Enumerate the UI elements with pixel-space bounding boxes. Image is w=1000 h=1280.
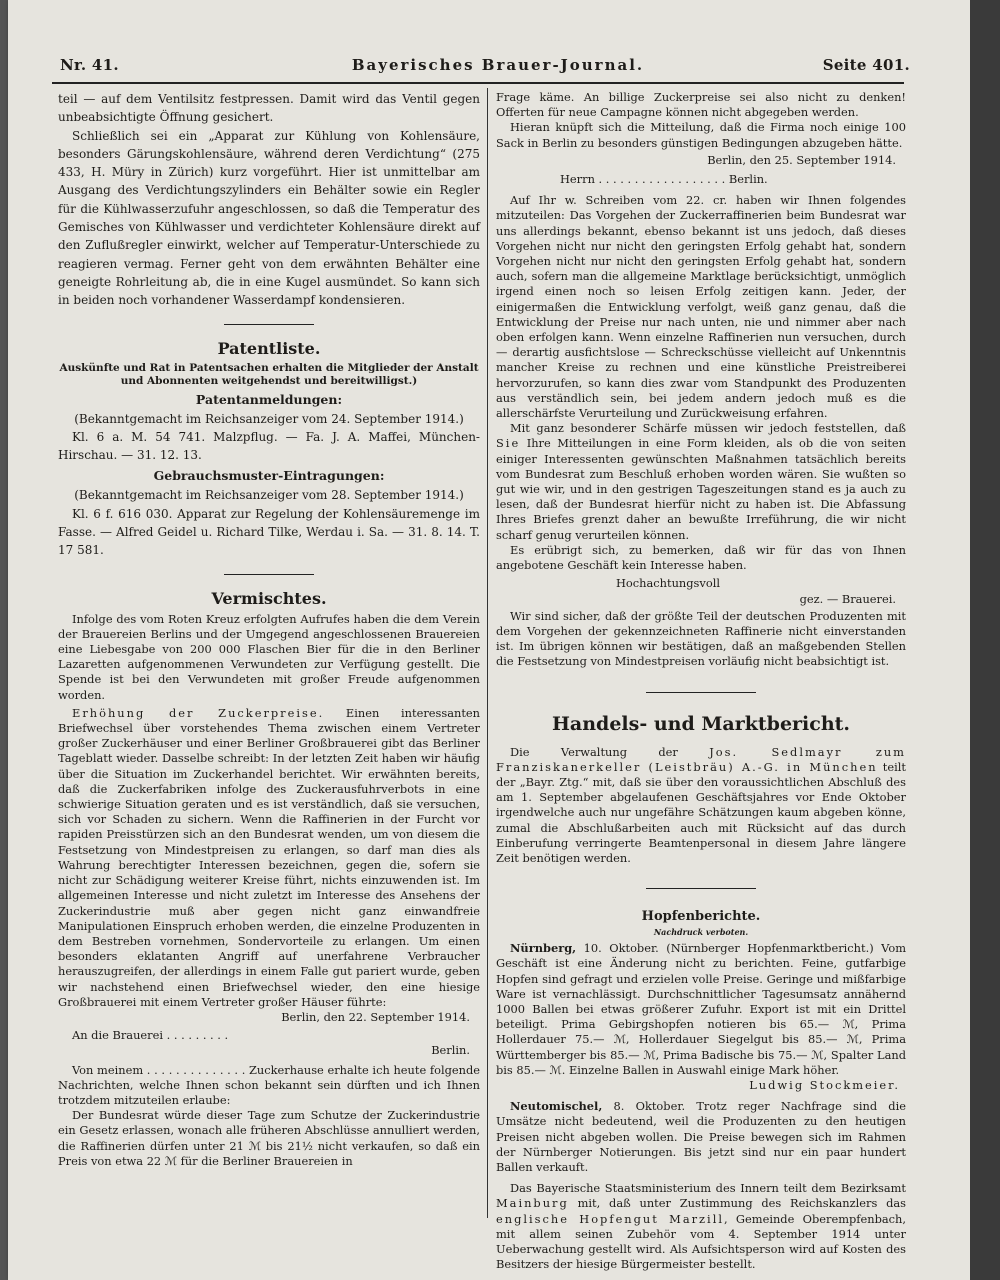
place-neutomischel: Neutomischel,: [510, 1099, 603, 1114]
gebrauchsmuster-heading: Gebrauchsmuster-Eintragungen:: [153, 468, 385, 484]
right-dateline: Berlin, den 25. September 1914.: [707, 152, 896, 167]
section-rule: [224, 574, 314, 575]
place-nuernberg: Nürnberg,: [510, 941, 577, 956]
zuckerpreise-text: Einen interessanten Briefwechsel über vorstehendes Thema zwischen einem Vertreter großer Zuckerhäuser und einer Berliner Großbrauerei gibt das Berliner Tageblatt wieder. Dasselbe schreibt: In der letzten Zeit haben wir häufig über die Situation im Zuckerhandel berichtet. Wir erwähnten bereits, daß die Zuckerfabriken infolge des Zuckerausfuhrverbots in eine schwierige Situation geraten und es ist verständlich, daß sie versuchen, sich vor Schaden zu sichern. Wenn die Raffinerien in der Furcht vor rapiden Preisstürzen sich an den Bundesrat wenden, um von diesem die Festsetzung von Mindestpreisen zu erlangen, so darf man dies als Wahrung berechtigter Interessen bezeichnen, gegen die, sofern sie nicht zur Schädigung weiterer Kreise führt, nichts einzuwenden ist. Im allgemeinen Interesse und nicht zuletzt im Interesse des Ansehens der Zuckerindustrie muß aber gegen nicht ganz einwandfreie Manipulationen Einspruch erhoben werden, die einzelne Produzenten in dem Bestreben vornehmen, Sondervorteile zu erlangen. Um einen besonders eklatanten Angriff auf unerfahrene Verbraucher herauszugreifen, der allerdings in einem Falle gut pariert wurde, geben wir nachstehend einen Briefwechsel wieder, den eine hiesige Großbrauerei mit einem Vertreter großer Häuser führte:: [58, 705, 480, 1009]
section-rule: [646, 692, 756, 693]
header-rule: [52, 82, 904, 84]
anmeldungen-heading: Patentanmeldungen:: [195, 391, 343, 407]
patent-subheading: Auskünfte und Rat in Patentsachen erhalten die Mitglieder der Anstalt und Abonnenten weitgehendst und bereitwilligst.): [59, 361, 479, 387]
right-column: [496, 90, 906, 1272]
right-paragraph-2: Hieran knüpft sich die Mitteilung, daß die Firma noch einige 100 Sack in Berlin zu besonders günstigen Bedingungen abzugeben hätte.: [496, 120, 906, 150]
patent-heading: Patentliste.: [217, 338, 321, 358]
p4-text-a: Mit ganz besonderer Schärfe müssen wir jedoch feststellen, daß: [510, 421, 906, 436]
issue-number: Nr. 41.: [60, 56, 119, 74]
p4-text-b: Ihre Mitteilungen in eine Form kleiden, als ob die von seiten einiger Interessenten gewünschten Maßnahmen tatsächlich bereits vom Bundesrat zum Beschluß erhoben worden wären. Sie wußten so gut wie wir, und in den gestrigen Tageszeitungen stand es ja auch zu lesen, daß der Bundesrat hierfür nicht zu haben ist. Die Abfassung Ihres Briefes grenzt daher an bewußte Irreführung, die wir nicht scharf genug verurteilen können.: [496, 436, 906, 542]
marzill-emph-2: englische Hopfengut Marzill: [496, 1211, 724, 1226]
marzill-text-c: , Gemeinde Oberempfenbach, mit allem seinen Zubehör vom 4. September 1914 unter Ueberwachung gestellt wird. Als Aufsichtsperson wird auf Kosten des Besitzers der hiesige Bürgermeister bestellt.: [496, 1211, 906, 1272]
vermischtes-heading: Vermischtes.: [211, 588, 327, 608]
letter-body-1: Von meinem . . . . . . . . . . . . . . Zuckerhause erhalte ich heute folgende Nachrichten, welche Ihnen schon bekannt sein dürften und ich Ihnen trotzdem mitzuteilen erlaube:: [58, 1062, 480, 1107]
p4-emphasis: Sie: [496, 436, 521, 451]
handel-company: Jos. Sedlmayr zum Franziskanerkeller (Leistbräu) A.-G. in München: [496, 744, 906, 774]
column-divider: [487, 88, 488, 1218]
right-paragraph-6: Wir sind sicher, daß der größte Teil der deutschen Produzenten mit dem Vorgehen der gekennzeichneten Raffinerie nicht einverstanden ist. Im übrigen können wir bestätigen, daß an maßgebenden Stellen die Festsetzung von Mindestpreisen vorläufig nicht beabsichtigt ist.: [496, 608, 906, 669]
hopfen-neutomischel: [496, 1099, 906, 1175]
neutomischel-text: 8. Oktober. Trotz reger Nachfrage sind die Umsätze nicht bedeutend, weil die Produzenten zu den heutigen Preisen nicht abgeben wollen. Die Preise bewegen sich im Rahmen der Nürnberger Notierungen. Bis jetzt sind nur ein paar hundert Ballen verkauft.: [496, 1099, 906, 1174]
handel-heading: Handels- und Marktbericht.: [551, 712, 851, 735]
page-edge-right: [970, 0, 1000, 1280]
letter-address-city: Berlin.: [431, 1043, 470, 1058]
anmeldungen-entry: Kl. 6 a. M. 54 741. Malzpflug. — Fa. J. A. Maffei, München-Hirschau. — 31. 12. 13.: [58, 429, 480, 463]
gebrauchsmuster-entry: Kl. 6 f. 616 030. Apparat zur Regelung der Kohlensäuremenge im Fasse. — Alfred Geidel u. Richard Tilke, Werdau i. Sa. — 31. 8. 14. T. 17 581.: [58, 506, 480, 558]
hopfen-marzill: [496, 1181, 906, 1272]
left-column: [58, 90, 480, 1169]
letter-address: An die Brauerei . . . . . . . . .: [72, 1028, 229, 1043]
vermischtes-paragraph-2: [58, 706, 480, 1010]
intro-paragraph-2: Schließlich sei ein „Apparat zur Kühlung von Kohlensäure, besonders Gärungskohlensäure, während deren Verdichtung“ (275 433, H. Müry in Zürich) kurz vorgeführt. Hier ist unmittelbar am Ausgang des Verdichtungszylinders ein Behälter sowie ein Regler für die Kühlwasserzufuhr angeschlossen, so daß die Temperatur des Gemisches von Kühlwasser und verdichteter Kohlensäure direkt auf den Zuflußregler einwirkt, welcher auf Temperatur-Unterschiede zu reagieren vermag. Ferner geht von dem erwähnten Behälter eine geneigte Rohrleitung ab, die in eine Kugel ausmündet. So kann sich in beiden noch vorhandener Wasserdampf kondensieren.: [58, 128, 480, 308]
intro-paragraph-1: teil — auf dem Ventilsitz festpressen. Damit wird das Ventil gegen unbeabsichtigte Öffnung gesichert.: [58, 92, 480, 125]
anmeldungen-note: (Bekanntgemacht im Reichsanzeiger vom 24. September 1914.): [74, 411, 464, 426]
page-number: Seite 401.: [822, 56, 910, 74]
page-edge-left: [0, 0, 8, 1280]
letter-signature: gez. — Brauerei.: [799, 591, 896, 606]
section-rule: [646, 888, 756, 889]
letter-body-2: Der Bundesrat würde dieser Tage zum Schutze der Zuckerindustrie ein Gesetz erlassen, wonach alle früheren Abschlüsse annulliert werden, die Raffinerien dürfen unter 21 ℳ bis 21½ nicht verkaufen, so daß ein Preis von etwa 22 ℳ für die Berliner Brauereien in: [58, 1108, 480, 1168]
hopfen-nuernberg: [496, 941, 906, 1078]
vermischtes-paragraph-1: Infolge des vom Roten Kreuz erfolgten Aufrufes haben die dem Verein der Brauereien Berlins und der Umgegend angeschlossenen Brauereien eine Liebesgabe von 200 000 Flaschen Bier für die in den Berliner Lazaretten aufgenommenen Verwundeten zur Verfügung gestellt. Die Spende ist bei den Verwundeten mit großer Freude aufgenommen worden.: [58, 611, 480, 702]
right-paragraph-5: Es erübrigt sich, zu bemerken, daß wir für das von Ihnen angebotene Geschäft kein Interesse haben.: [496, 542, 906, 573]
handel-paragraph: [496, 745, 906, 867]
journal-title: Bayerisches Brauer-Journal.: [351, 56, 645, 74]
handel-text-a: Die Verwaltung der: [510, 744, 710, 759]
right-herrn: Herrn . . . . . . . . . . . . . . . . . . Berlin.: [560, 172, 768, 187]
section-rule: [224, 324, 314, 325]
hopfen-note: Nachdruck verboten.: [653, 927, 749, 938]
handel-text-b: teilt der „Bayr. Ztg.“ mit, daß sie über den voraussichtlichen Abschluß des am 1. September abgelaufenen Geschäftsjahres vor Ende Oktober irgendwelche auch nur ungefähre Schätzungen kaum abgeben könne, zumal die Abschlußarbeiten auch mit Rücksicht auf das durch Einberufung verringerte Beamtenpersonal in diesem Jahre längere Zeit benötigen werden.: [496, 759, 906, 865]
marzill-text-a: Das Bayerische Staatsministerium des Innern teilt dem Bezirksamt: [510, 1181, 906, 1196]
zuckerpreise-lead: Erhöhung der Zuckerpreise.: [72, 705, 325, 720]
hopfen-heading: Hopfenberichte.: [641, 909, 761, 925]
right-paragraph-1: Frage käme. An billige Zuckerpreise sei also nicht zu denken! Offerten für neue Campagne können nicht abgegeben werden.: [496, 90, 906, 120]
marzill-text-b: mit, daß unter Zustimmung des Reichskanzlers das: [568, 1196, 906, 1211]
gebrauchsmuster-note: (Bekanntgemacht im Reichsanzeiger vom 28. September 1914.): [74, 488, 464, 503]
letter-closing: Hochachtungsvoll: [616, 576, 720, 591]
right-paragraph-4: [496, 421, 906, 543]
right-paragraph-3: Auf Ihr w. Schreiben vom 22. cr. haben wir Ihnen folgendes mitzuteilen: Das Vorgehen der Zuckerraffinerien beim Bundesrat war uns allerdings bekannt, ebenso bekannt ist uns jedoch, daß dieses Vorgehen nicht nur nicht den geringsten Erfolg gehabt hat, sondern Vorgehen nicht nur nicht den geringsten Erfolg gehabt hat, sondern auch, sofern man die allgemeine Marktlage berücksichtigt, unmöglich irgend einen noch so leisen Erfolg zeitigen kann. Jeder, der einigermaßen die Entwicklung verfolgt, weiß ganz genau, daß die Entwicklung der Preise nur nach unten, nie und nimmer aber nach oben erfolgen kann. Wenn einzelne Raffinerien nun versuchen, durch — derartig ausfichtslose — Schreckschüsse vielleicht auf Unkenntnis mancher Kreise zu rechnen und eine künstliche Preistreiberei hervorzurufen, so kann dies zwar vom Standpunkt des Produzenten aus verständlich sein, bei jedem andern jedoch muß es die allerschärfste Verurteilung und Zurückweisung erfahren.: [496, 193, 906, 421]
letter-dateline: Berlin, den 22. September 1914.: [281, 1009, 470, 1024]
marzill-emph-1: Mainburg: [496, 1196, 569, 1211]
hopfen-signature: Ludwig Stockmeier.: [749, 1077, 900, 1092]
nuernberg-text: 10. Oktober. (Nürnberger Hopfenmarktbericht.) Vom Geschäft ist eine Änderung nicht zu berichten. Feine, gutfarbige Hopfen sind gefragt und erzielen volle Preise. Geringe und mißfarbige Ware ist vernachlässigt. Durchschnittlicher Tagesumsatz annähernd 1000 Ballen bei etwas größerer Zufuhr. Export ist mit ein Drittel beteiligt. Prima Gebirgshopfen notieren bis 65.— ℳ, Prima Hollerdauer 75.— ℳ, Hollerdauer Siegelgut bis 85.— ℳ, Prima Württemberger bis 85.— ℳ, Prima Badische bis 75.— ℳ, Spalter Land bis 85.— ℳ. Einzelne Ballen in Auswahl einige Mark höher.: [496, 941, 906, 1077]
